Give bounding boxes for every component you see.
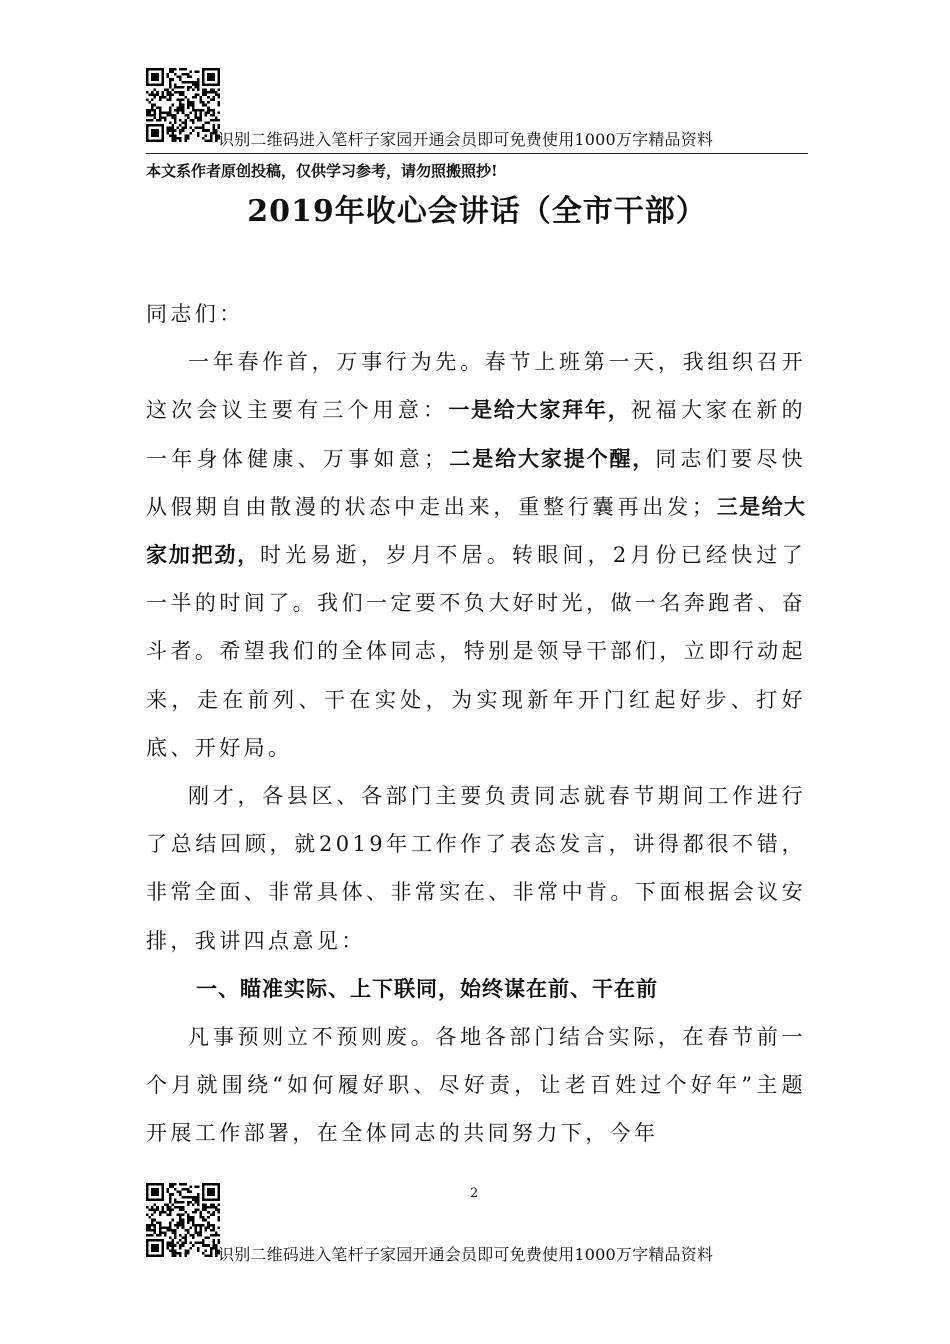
document-title: 2019年收心会讲话（全市干部）	[247, 194, 707, 229]
paragraph-3: 凡事预则立不预则废。各地各部门结合实际，在春节前一个月就围绕“如何履好职、尽好责，让老百姓过个好年”主题开展工作部署，在全体同志的共同努力下，今年	[146, 1025, 806, 1146]
document-body	[146, 290, 806, 1158]
paragraph-1-text-a: 一年春作首，万事行为先。春节上班第一天，我组织召开这次会议主要有三个用意：	[146, 350, 806, 423]
header-banner: 识别二维码进入笔杆子家园开通会员即可免费使用1000万字精品资料	[218, 130, 714, 149]
qr-code-icon[interactable]	[146, 1183, 220, 1257]
paragraph-1-point-3: 三是给大家加把劲，	[146, 494, 807, 568]
page-number: 2	[470, 1186, 479, 1201]
paragraph-1-text-e: 时光易逝，岁月不居。转眼间，2月份已经快过了一半的时间了。我们一定要不负大好时光，做一名奔跑者、奋斗者。希望我们的全体同志，特别是领导干部们，立即行动起来，走在前列、干在实处，为实现新年开门红起好步、打好底、开好局。	[146, 543, 806, 760]
paragraph-1-text-d: 同志们要尽快从假期自由散漫的状态中走出来，重整行囊再出发；	[146, 446, 806, 519]
footer-banner: 识别二维码进入笔杆子家园开通会员即可免费使用1000万字精品资料	[218, 1245, 714, 1264]
paragraph-1-text-c: 祝福大家在新的一年身体健康、万事如意；	[146, 398, 806, 471]
header-divider	[146, 153, 808, 154]
section-heading-1: 一、瞄准实际、上下联同，始终谋在前、干在前	[196, 976, 658, 1001]
paragraph-1	[146, 338, 806, 772]
paragraph-1-point-2: 二是给大家提个醒，	[448, 446, 656, 471]
qr-code-icon[interactable]	[146, 68, 220, 142]
paragraph-1-point-1: 一是给大家拜年，	[448, 398, 631, 423]
paragraph-2: 刚才，各县区、各部门主要负责同志就春节期间工作进行了总结回顾，就2019年工作作了表态发言，讲得都很不错，非常全面、非常具体、非常实在、非常中肯。下面根据会议安排，我讲四点意见：	[146, 784, 806, 953]
salutation: 同志们：	[146, 302, 244, 326]
copyright-notice: 本文系作者原创投稿，仅供学习参考，请勿照搬照抄!	[146, 162, 498, 180]
